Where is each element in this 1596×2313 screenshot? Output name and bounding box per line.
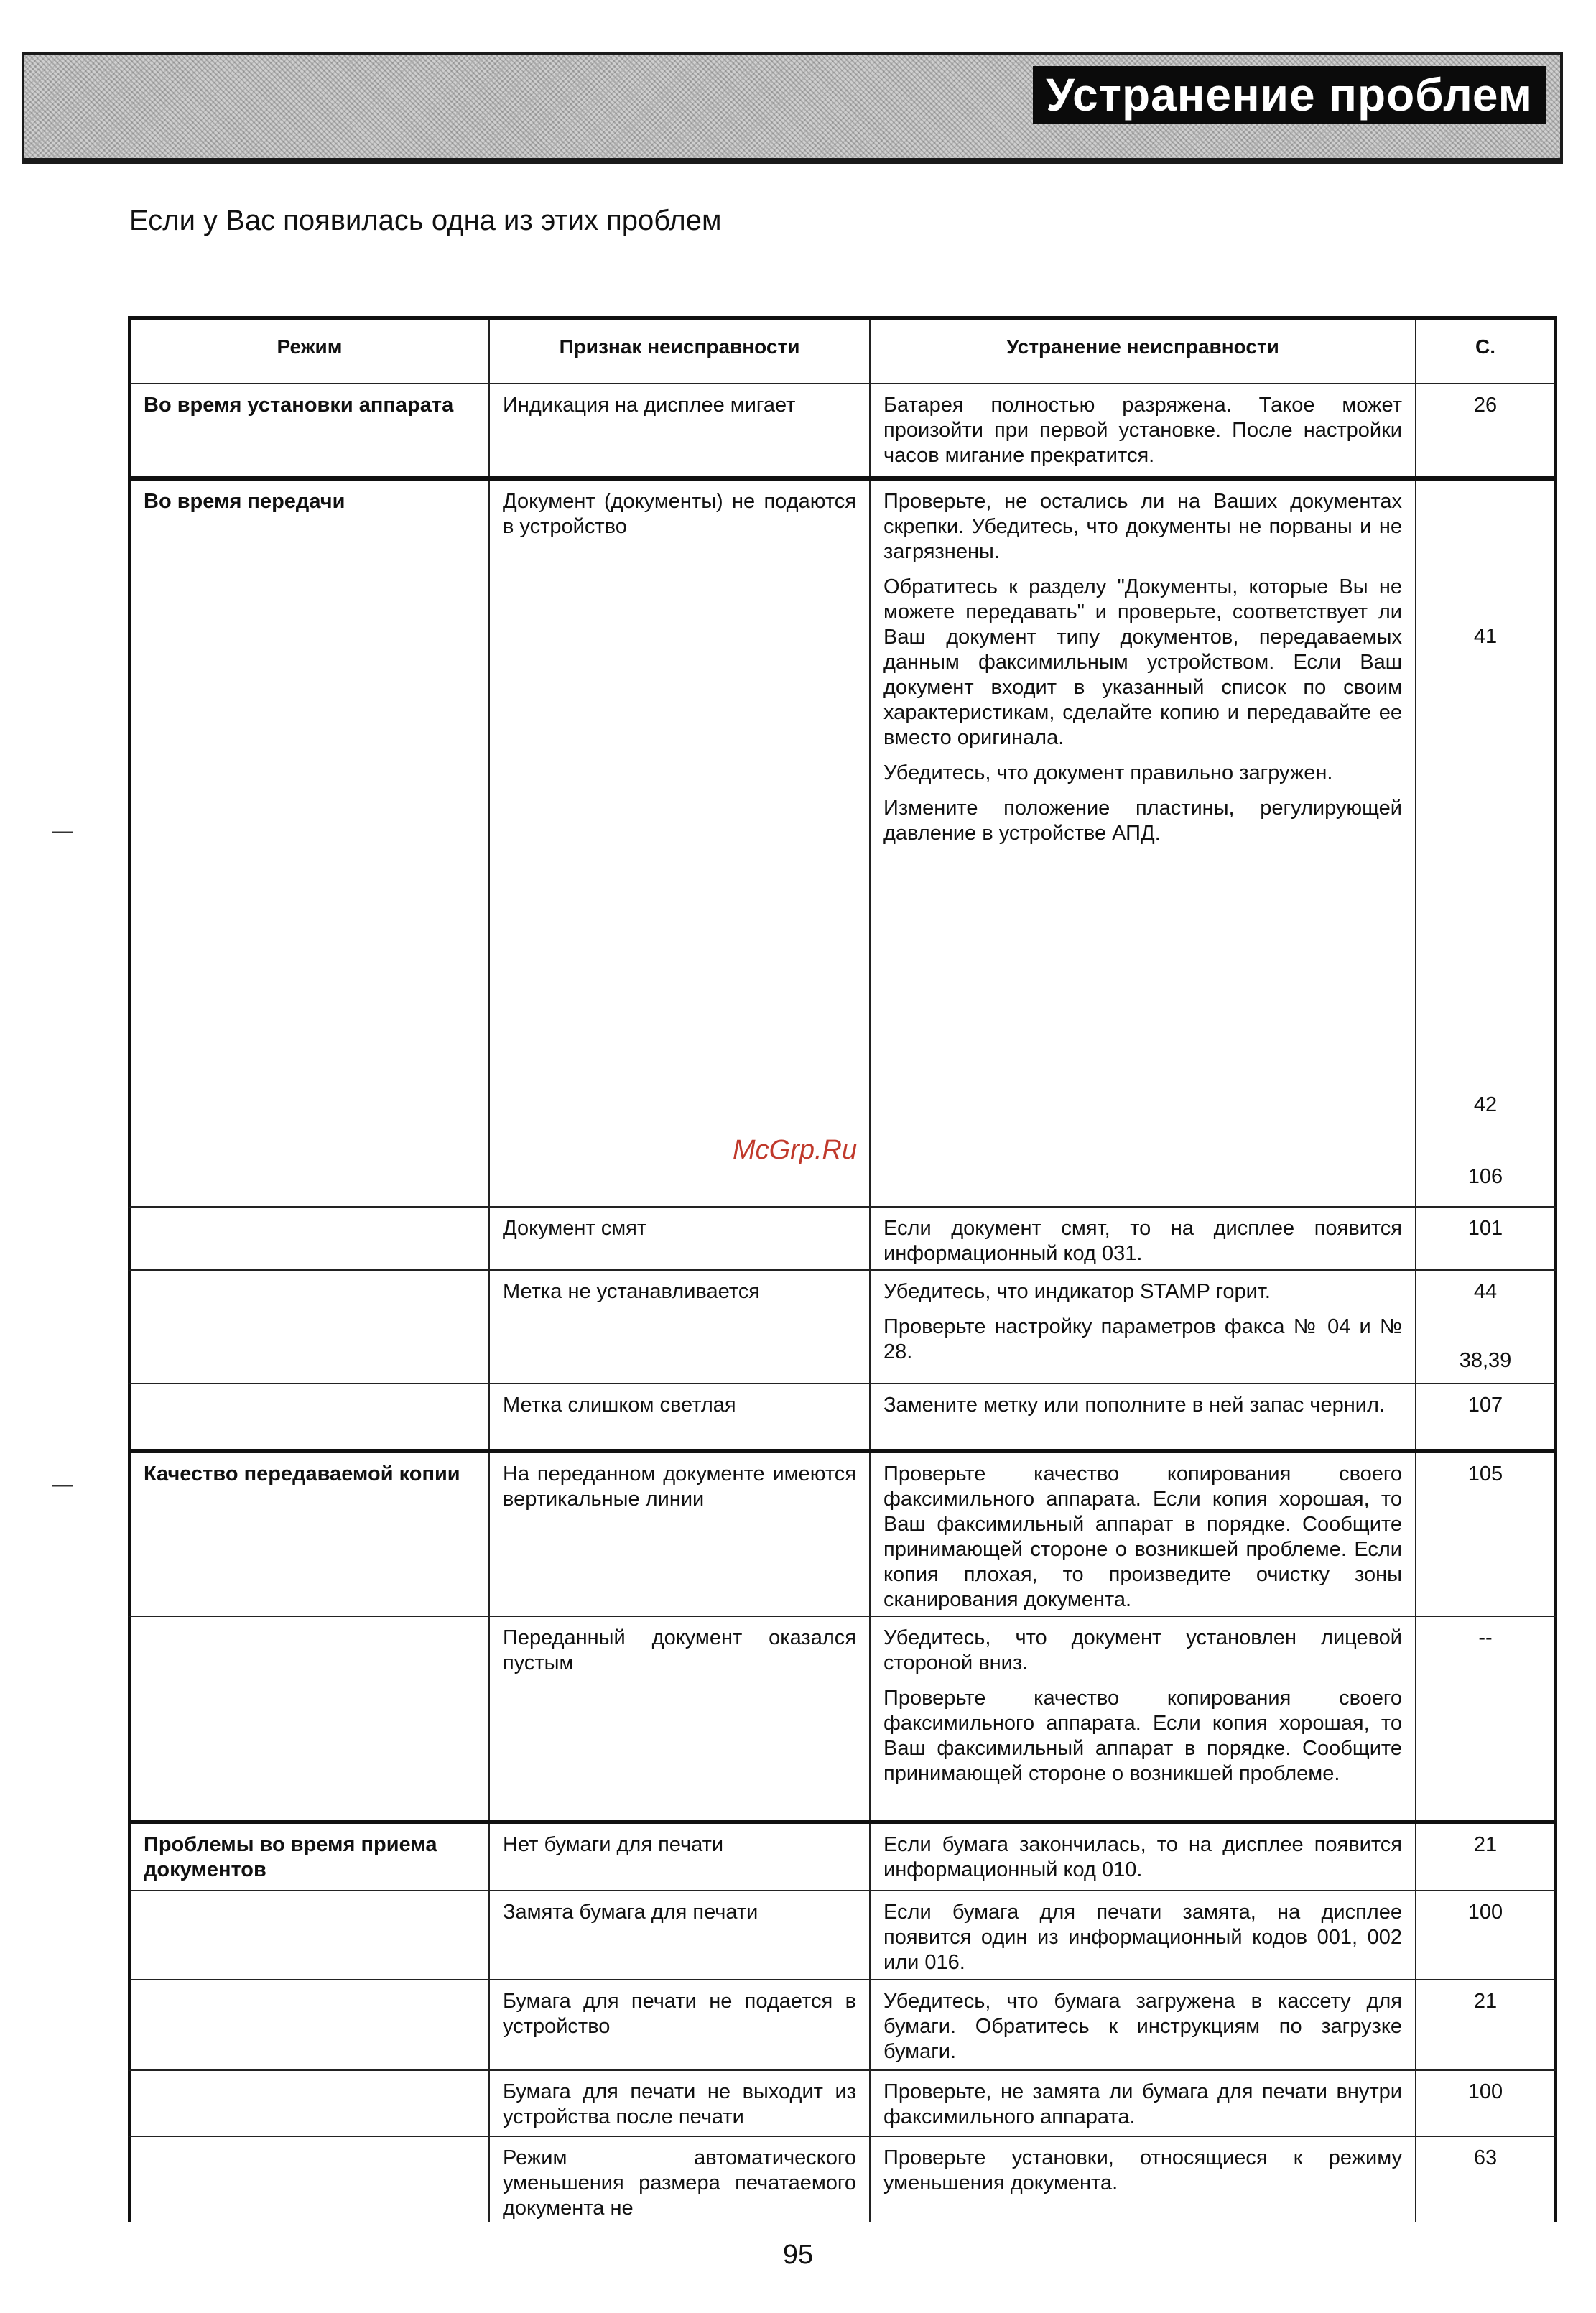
fix-cell	[871, 2071, 1416, 2136]
mode-cell: Во время передачи	[131, 481, 490, 1206]
page-ref: 21	[1473, 1990, 1498, 2013]
table-row	[128, 384, 1557, 481]
table-row	[128, 1617, 1557, 1824]
symptom-cell: Документ (документы) не подаются в устройство	[490, 481, 871, 1206]
table-row	[128, 1824, 1557, 1891]
page-ref: 21	[1473, 1833, 1498, 1856]
fix-text: Проверьте, не замята ли бумага для печати внутри факсимильного аппарата.	[883, 2080, 1402, 2128]
page-ref: 44	[1473, 1280, 1498, 1303]
fix-cell	[871, 1208, 1416, 1269]
mode-cell: Качество передаваемой копии	[131, 1453, 490, 1616]
page-ref: 107	[1467, 1394, 1503, 1417]
fix-cell	[871, 1384, 1416, 1449]
page-heading: Если у Вас появилась одна из этих проблем	[129, 205, 722, 236]
page-cell	[1416, 481, 1554, 1206]
mode-cell: Во время установки аппарата	[131, 384, 490, 476]
symptom-cell: На переданном документе имеются вертикальные линии	[490, 1453, 871, 1616]
header-rule	[22, 159, 1563, 164]
page-ref: 100	[1467, 2080, 1503, 2103]
fix-text: Проверьте, не остались ли на Ваших документах скрепки. Убедитесь, что документы не порваны и не загрязнены.	[883, 490, 1402, 563]
page-cell	[1416, 1453, 1554, 1616]
mode-cell	[131, 1617, 490, 1820]
fix-cell	[871, 1980, 1416, 2069]
symptom-cell: Бумага для печати не подается в устройство	[490, 1980, 871, 2069]
symptom-cell: Переданный документ оказался пустым	[490, 1617, 871, 1820]
page-cell	[1416, 1980, 1554, 2069]
fix-text: Измените положение пластины, регулирующей давление в устройстве АПД.	[883, 797, 1402, 845]
fix-cell	[871, 481, 1416, 1206]
watermark: McGrp.Ru	[733, 1135, 858, 1165]
fix-text: Убедитесь, что документ правильно загружен.	[883, 761, 1333, 784]
table-row	[128, 481, 1557, 1208]
scan-mark: —	[52, 819, 73, 843]
symptom-cell: Режим автоматического уменьшения размера печатаемого документа не	[490, 2137, 871, 2222]
page-cell	[1416, 1271, 1554, 1383]
mode-cell	[131, 1271, 490, 1383]
page-cell	[1416, 2071, 1554, 2136]
page-ref: 26	[1473, 394, 1498, 417]
fix-cell	[871, 1617, 1416, 1820]
mode-cell	[131, 2137, 490, 2222]
symptom-cell: Замята бумага для печати	[490, 1891, 871, 1979]
fix-text: Если бумага для печати замята, на дисплее появится один из информационный кодов 001, 002 или 016.	[883, 1901, 1402, 1974]
fix-text: Проверьте качество копирования своего факсимильного аппарата. Если копия хорошая, то Ваш факсимильный аппарат в порядке. Сообщите принимающей стороне о возникшей проблеме.	[883, 1687, 1402, 1785]
column-header-mode: Режим	[131, 320, 490, 383]
fix-text: Убедитесь, что бумага загружена в кассету для бумаги. Обратитесь к инструкциям по загрузке бумаги.	[883, 1990, 1402, 2063]
page-ref: --	[1478, 1626, 1493, 1649]
fix-text: Проверьте качество копирования своего факсимильного аппарата. Если копия хорошая, то Ваш факсимильный аппарат в порядке. Сообщите принимающей стороне о возникшей проблеме. Если копия плохая, то произведите очистку зоны сканирования документа.	[883, 1463, 1402, 1611]
fix-cell	[871, 1891, 1416, 1979]
fix-cell	[871, 1453, 1416, 1616]
fix-text: Замените метку или пополните в ней запас чернил.	[883, 1394, 1385, 1417]
page-cell	[1416, 1384, 1554, 1449]
page-ref: 106	[1467, 1165, 1503, 1188]
page-ref: 38,39	[1459, 1349, 1512, 1372]
mode-cell	[131, 1980, 490, 2069]
fix-text: Убедитесь, что индикатор STAMP горит.	[883, 1280, 1271, 1303]
page-cell	[1416, 1208, 1554, 1269]
fix-text: Убедитесь, что документ установлен лицевой стороной вниз.	[883, 1626, 1402, 1674]
table-row	[128, 1453, 1557, 1617]
page-cell	[1416, 384, 1554, 476]
mode-cell	[131, 1891, 490, 1979]
table-row	[128, 2137, 1557, 2222]
page-ref: 42	[1473, 1093, 1498, 1116]
mode-cell	[131, 1208, 490, 1269]
page-cell	[1416, 1891, 1554, 1979]
column-header-page: С.	[1475, 335, 1495, 358]
table-row	[128, 1384, 1557, 1453]
page-ref: 101	[1467, 1217, 1503, 1240]
page-ref: 41	[1473, 625, 1498, 648]
table-header-row	[128, 316, 1557, 384]
page-ref: 63	[1473, 2146, 1498, 2169]
page-cell	[1416, 1617, 1554, 1820]
column-header-symptom: Признак неисправности	[490, 320, 871, 383]
table-row	[128, 1980, 1557, 2071]
fix-cell	[871, 2137, 1416, 2222]
mode-cell	[131, 1384, 490, 1449]
symptom-cell: Бумага для печати не выходит из устройства после печати	[490, 2071, 871, 2136]
fix-cell	[871, 1271, 1416, 1383]
table-row	[128, 2071, 1557, 2137]
symptom-cell: Нет бумаги для печати	[490, 1824, 871, 1890]
fix-text: Обратитесь к разделу "Документы, которые Вы не можете передавать" и проверьте, соответствует ли Ваш документ типу документов, передаваемых данным факсимильным устройством. Если Ваш документ входит в указанный список по своим характеристикам, сделайте копию и передавайте ее вместо оригинала.	[883, 575, 1402, 749]
fix-text: Проверьте установки, относящиеся к режиму уменьшения документа.	[883, 2146, 1402, 2194]
table-row	[128, 1271, 1557, 1384]
fix-cell	[871, 384, 1416, 476]
table-row	[128, 1891, 1557, 1980]
symptom-cell: Метка слишком светлая	[490, 1384, 871, 1449]
troubleshooting-table	[128, 316, 1557, 2222]
symptom-cell: Документ смят	[490, 1208, 871, 1269]
fix-text: Если бумага закончилась, то на дисплее появится информационный код 010.	[883, 1833, 1402, 1881]
section-title: Устранение проблем	[1033, 66, 1546, 124]
column-header-fix: Устранение неисправности	[871, 320, 1416, 383]
scan-mark: —	[52, 1473, 73, 1496]
page-ref: 105	[1467, 1463, 1503, 1485]
fix-text: Батарея полностью разряжена. Такое может произойти при первой установке. После настройки часов мигание прекратится.	[883, 394, 1402, 467]
symptom-cell: Индикация на дисплее мигает	[490, 384, 871, 476]
mode-cell	[131, 2071, 490, 2136]
fix-text: Если документ смят, то на дисплее появится информационный код 031.	[883, 1217, 1402, 1265]
page-cell	[1416, 2137, 1554, 2222]
mode-cell: Проблемы во время приема документов	[131, 1824, 490, 1890]
page-ref: 100	[1467, 1901, 1503, 1924]
table-row	[128, 1208, 1557, 1271]
page-number: 95	[782, 2240, 814, 2270]
fix-cell	[871, 1824, 1416, 1890]
page-cell	[1416, 1824, 1554, 1890]
fix-text: Проверьте настройку параметров факса № 04 и № 28.	[883, 1315, 1402, 1363]
symptom-cell: Метка не устанавливается	[490, 1271, 871, 1383]
